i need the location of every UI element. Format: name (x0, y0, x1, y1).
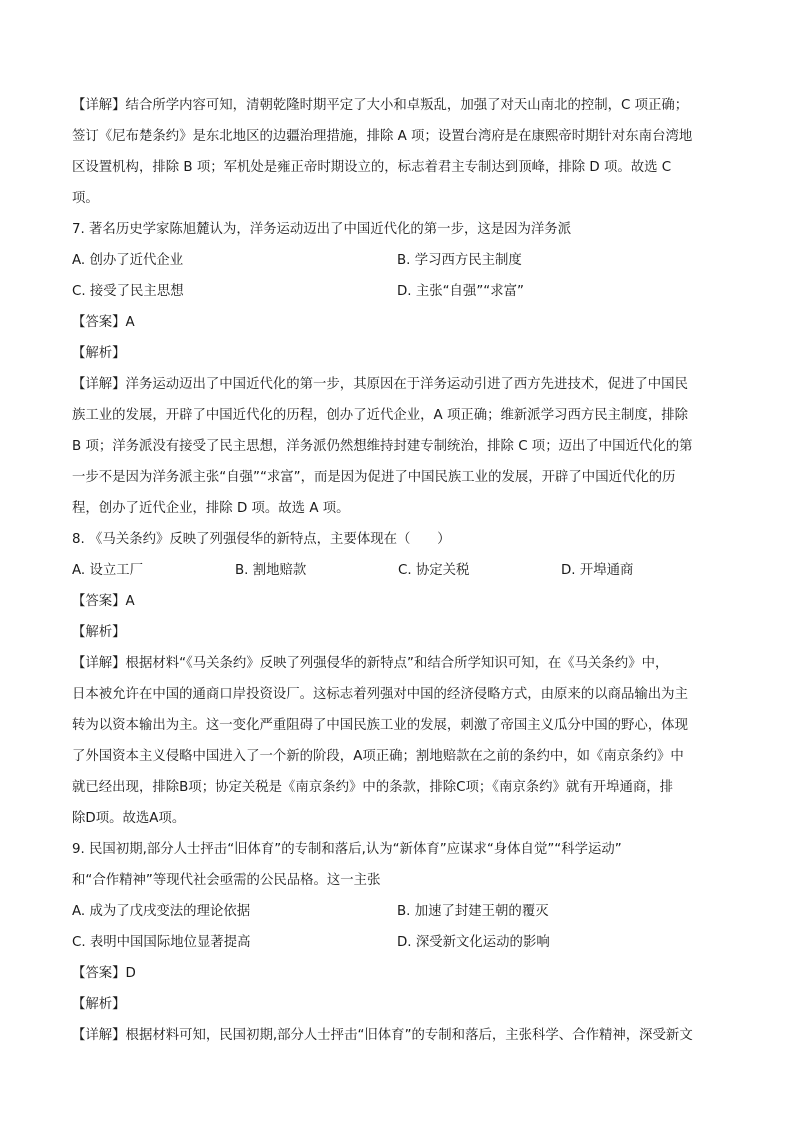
q8-answer: 【答案】A (72, 594, 135, 609)
q7-explain-line: B 项；洋务派没有接受了民主思想，洋务派仍然想维持封建专制统治，排除 C 项；迈出了中国近代化的第 (72, 439, 693, 454)
q8-option-b: B. 割地赔款 (235, 563, 307, 578)
q9-option-c: C. 表明中国国际地位显著提高 (72, 935, 251, 950)
q7-block (72, 214, 726, 524)
q6-explain-line: 项。 (72, 191, 99, 206)
q7-explain-line: 程，创办了近代企业，排除 D 项。故选 A 项。 (72, 501, 350, 516)
q7-option-b: B. 学习西方民主制度 (397, 253, 522, 268)
q8-analysis-heading: 【解析】 (72, 625, 126, 640)
q8-explain-line: 【详解】根据材料“《马关条约》反映了列强侵华的新特点”和结合所学知识可知，在《马关条约》中， (72, 656, 669, 671)
q9-options (72, 896, 726, 958)
q9-option-a: A. 成为了戊戌变法的理论依据 (72, 904, 251, 919)
q7-answer: 【答案】A (72, 315, 135, 330)
q8-explain-line: 了外国资本主义侵略中国进入了一个新的阶段，A项正确；割地赔款在之前的条约中，如《南京条约》中 (72, 749, 684, 764)
q7-options (72, 245, 726, 307)
q8-explain-line: 除D项。故选A项。 (72, 811, 186, 826)
q8-option-c: C. 协定关税 (398, 563, 470, 578)
q9-option-b: B. 加速了封建王朝的覆灭 (397, 904, 549, 919)
q8-explain-line: 就已经出现，排除B项；协定关税是《南京条约》中的条款，排除C项；《南京条约》就有开埠通商，排 (72, 780, 674, 795)
q7-explain-line: 【详解】洋务运动迈出了中国近代化的第一步，其原因在于洋务运动引进了西方先进技术，促进了中国民 (72, 377, 688, 392)
q9-stem-line: 和“合作精神”等现代社会亟需的公民品格。这一主张 (72, 873, 381, 888)
q9-answer: 【答案】D (72, 966, 136, 981)
q6-explain-line: 区设置机构，排除 B 项；军机处是雍正帝时期设立的，标志着君主专制达到顶峰，排除 D 项。故选 C (72, 160, 672, 175)
q9-analysis-heading: 【解析】 (72, 997, 126, 1012)
q7-stem: 7. 著名历史学家陈旭麓认为，洋务运动迈出了中国近代化的第一步，这是因为洋务派 (72, 222, 572, 237)
q6-explain-line: 【详解】结合所学内容可知，清朝乾隆时期平定了大小和卓叛乱，加强了对天山南北的控制，C 项正确； (72, 98, 689, 113)
document-page (72, 90, 726, 1051)
q7-explain-line: 族工业的发展，开辟了中国近代化的历程，创办了近代企业，A 项正确；维新派学习西方民主制度，排除 (72, 408, 688, 423)
q9-option-d: D. 深受新文化运动的影响 (397, 935, 550, 950)
q8-explain-line: 日本被允许在中国的通商口岸投资设厂。这标志着列强对中国的经济侵略方式，由原来的以商品输出为主 (72, 687, 688, 702)
q7-option-a: A. 创办了近代企业 (72, 253, 184, 268)
q9-stem-line: 9. 民国初期,部分人士抨击“旧体育”的专制和落后,认为“新体育”应谋求“身体自觉”“科学运动” (72, 842, 622, 857)
q7-analysis-heading: 【解析】 (72, 346, 126, 361)
q8-option-d: D. 开埠通商 (561, 563, 634, 578)
q7-option-c: C. 接受了民主思想 (72, 284, 184, 299)
q9-block (72, 834, 726, 1051)
q8-block (72, 524, 726, 834)
q7-option-d: D. 主张“自强”“求富” (397, 284, 524, 299)
q9-explain-line: 【详解】根据材料可知，民国初期,部分人士抨击“旧体育”的专制和落后，主张科学、合作精神，深受新文 (72, 1028, 693, 1043)
q6-explain-line: 签订《尼布楚条约》是东北地区的边疆治理措施，排除 A 项；设置台湾府是在康熙帝时期针对东南台湾地 (72, 129, 693, 144)
q6-explanation (72, 90, 726, 214)
q8-explain-line: 转为以资本输出为主。这一变化严重阻碍了中国民族工业的发展，刺激了帝国主义瓜分中国的野心，体现 (72, 718, 688, 733)
q7-explain-line: 一步不是因为洋务派主张“自强”“求富”，而是因为促进了中国民族工业的发展，开辟了中国近代化的历 (72, 470, 676, 485)
q8-stem: 8. 《马关条约》反映了列强侵华的新特点，主要体现在（ ） (72, 532, 451, 547)
q8-option-a: A. 设立工厂 (72, 563, 143, 578)
q8-options (72, 555, 726, 586)
